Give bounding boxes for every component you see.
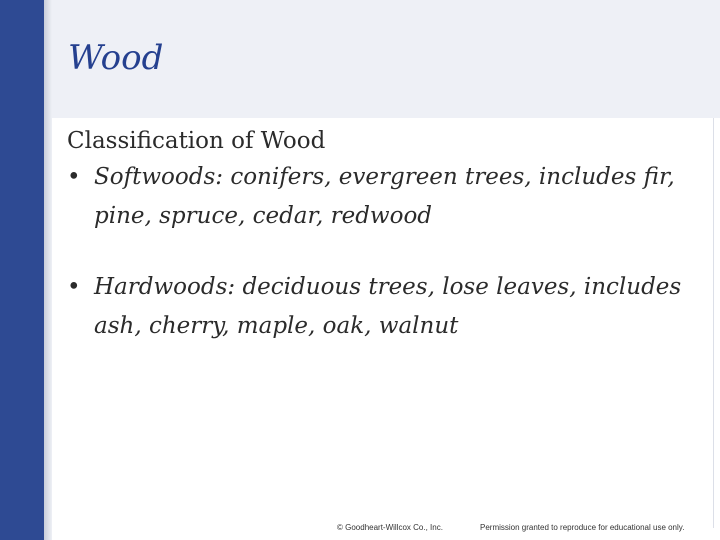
bullet-marker: • xyxy=(67,274,81,300)
slide-title: Wood xyxy=(68,38,164,78)
bullet-item xyxy=(67,268,687,346)
left-bar-shadow xyxy=(44,0,52,540)
left-accent-bar xyxy=(0,0,44,540)
slide-body xyxy=(67,124,687,346)
bullet-text: Hardwoods: deciduous trees, lose leaves, includes ash, cherry, maple, oak, walnut xyxy=(94,274,682,339)
body-heading: Classification of Wood xyxy=(67,128,326,154)
bullet-text: Softwoods: conifers, evergreen trees, includes fir, pine, spruce, cedar, redwood xyxy=(94,164,675,229)
footer-copyright: © Goodheart-Willcox Co., Inc. xyxy=(337,523,443,532)
footer-permission: Permission granted to reproduce for educational use only. xyxy=(480,523,685,532)
bullet-item xyxy=(67,158,687,236)
bullet-marker: • xyxy=(67,164,81,190)
right-divider xyxy=(713,118,714,528)
